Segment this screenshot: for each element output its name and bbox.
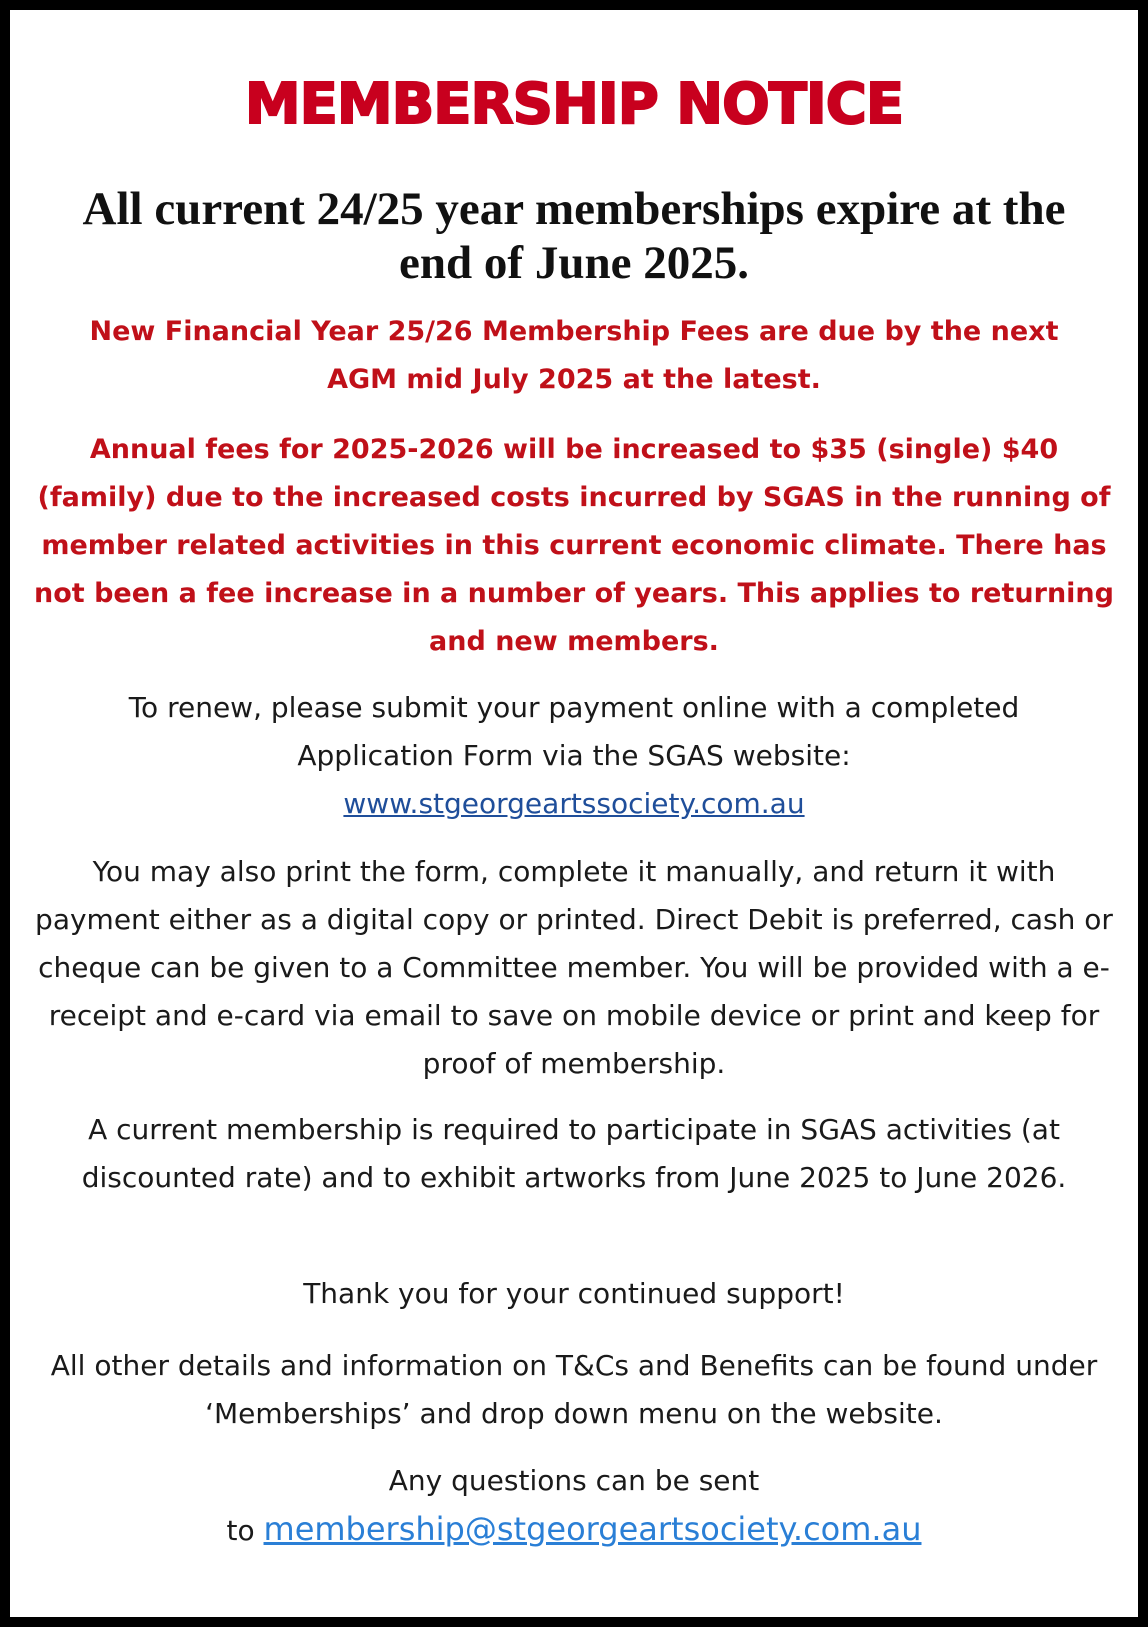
- fee-increase-paragraph: Annual fees for 2025-2026 will be increased to $35 (single) $40 (family) due to the increased costs incurred by SGAS in the running of member related activities in this current economic climate. There has not been a fee increase in a number of years. This applies to returning and new members.: [34, 434, 1114, 657]
- renew-paragraph: [30, 684, 1118, 828]
- questions-email-line: [30, 1505, 1118, 1555]
- expiry-heading: [30, 182, 1118, 290]
- membership-email-link[interactable]: membership@stgeorgeartsociety.com.au: [263, 1510, 922, 1548]
- notice-title: MEMBERSHIP NOTICE: [244, 72, 904, 137]
- questions-text: Any questions can be sent: [388, 1464, 760, 1497]
- details-paragraph: All other details and information on T&Cs and Benefits can be found under ‘Memberships’ and drop down menu on the website.: [50, 1349, 1098, 1430]
- expiry-heading-line-2: end of June 2025.: [399, 237, 749, 289]
- questions-to-text: to: [226, 1514, 255, 1547]
- thanks-text: Thank you for your continued support!: [303, 1277, 845, 1310]
- renew-text: To renew, please submit your payment online with a completed Application Form via the SGAS website:: [128, 691, 1020, 772]
- questions-paragraph: [30, 1457, 1118, 1555]
- website-link[interactable]: www.stgeorgeartssociety.com.au: [343, 787, 805, 820]
- print-form-paragraph: You may also print the form, complete it manually, and return it with payment either as a digital copy or printed. Direct Debit is preferred, cash or cheque can be given to a Committee member. You will be provided with a e-receipt and e-card via email to save on mobile device or print and keep for proof of membership.: [35, 855, 1113, 1080]
- requirement-paragraph: A current membership is required to participate in SGAS activities (at discounted rate) and to exhibit artworks from June 2025 to June 2026.: [81, 1113, 1067, 1194]
- expiry-heading-line-1: All current 24/25 year memberships expire at the: [82, 183, 1066, 235]
- fees-due-paragraph: New Financial Year 25/26 Membership Fees are due by the next AGM mid July 2025 at the latest.: [89, 316, 1059, 395]
